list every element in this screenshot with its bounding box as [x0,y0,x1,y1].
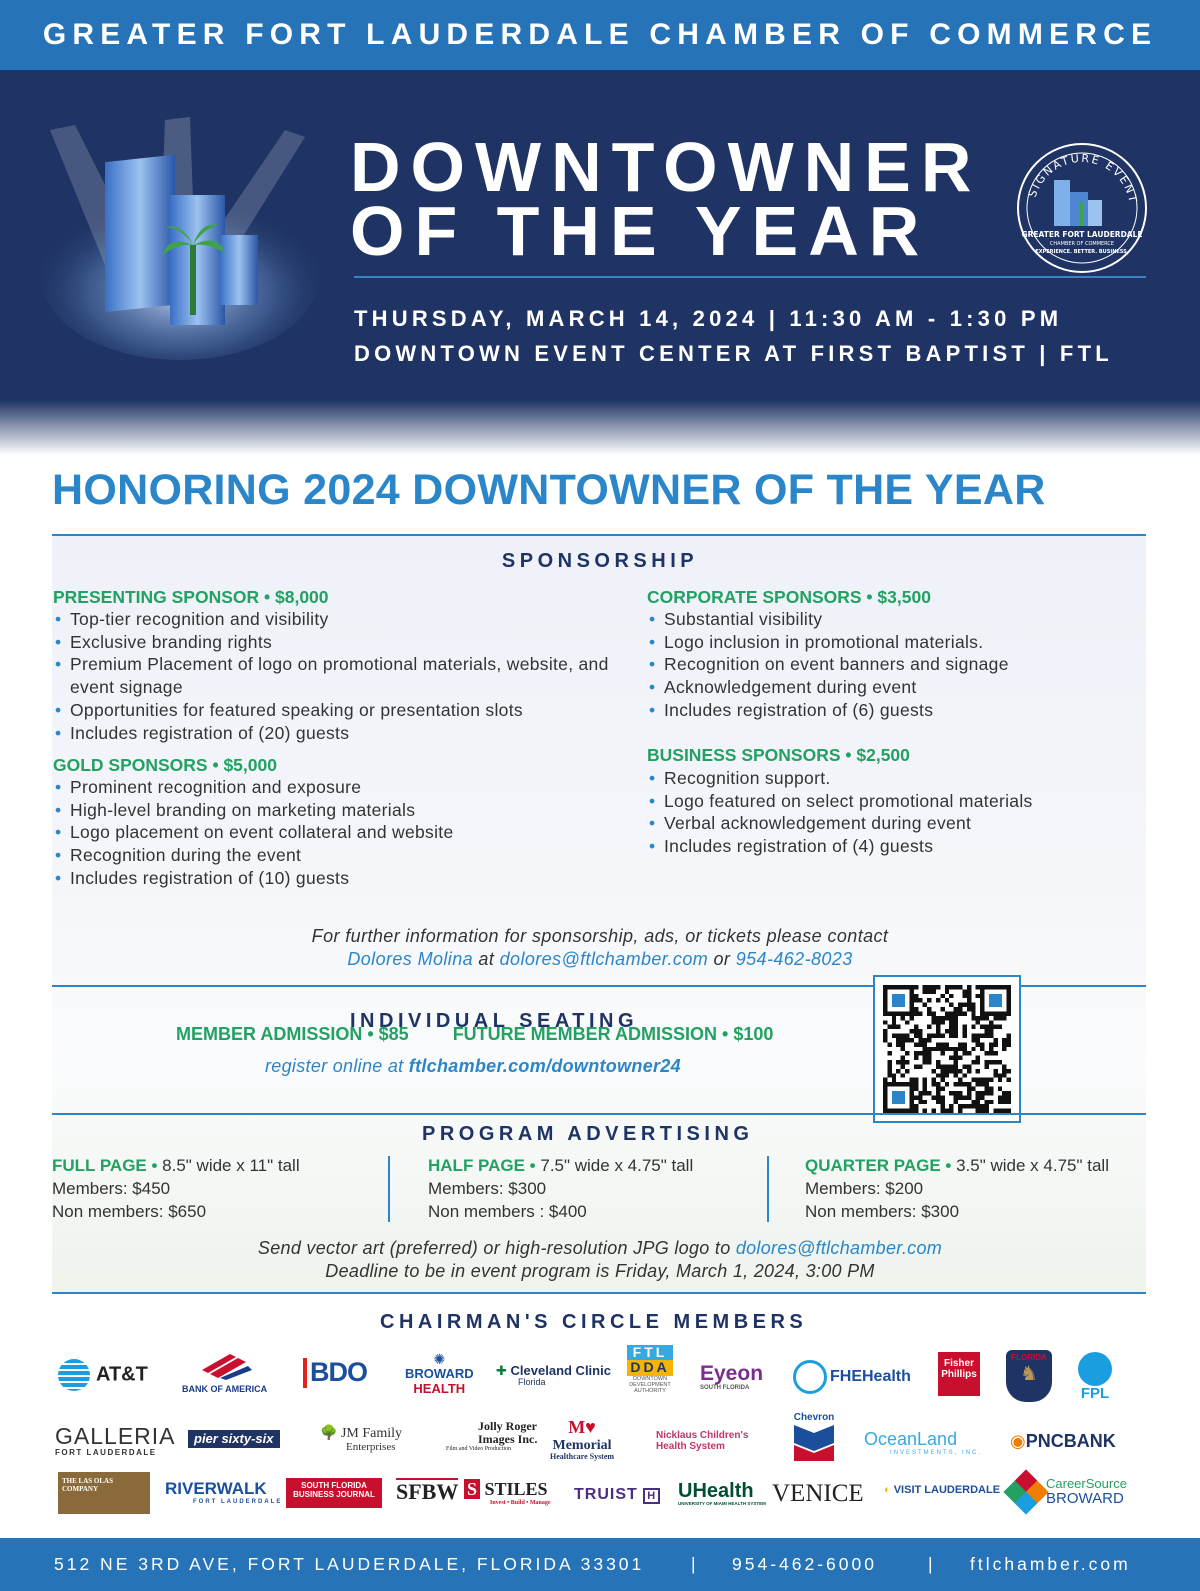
logo-fhe-health: FHEHealth [793,1360,911,1394]
event-date-time: THURSDAY, MARCH 14, 2024 | 11:30 AM - 1:30 PM [354,306,1063,331]
logo-bank-of-america: BANK OF AMERICA [182,1352,267,1395]
truist-icon: H [643,1488,660,1504]
cleveland-cross-icon: ✚ [496,1363,507,1378]
divider-3 [52,1113,1146,1115]
deadline-line: Deadline to be in event program is Friday, March 1, 2024, 3:00 PM [325,1261,875,1281]
ad-non-member-price: Non members : $400 [428,1202,587,1221]
fpl-sun-icon [1078,1352,1112,1386]
logo-oceanland: OceanLand INVESTMENTS, INC. [864,1429,983,1456]
ad-option-full-page [52,1154,300,1223]
title-divider [354,276,1146,278]
panther-icon: ♞ [1020,1362,1038,1385]
list-item: • Includes registration of (20) guests [53,722,623,745]
footer-phone[interactable]: 954-462-6000 [732,1554,877,1574]
logo-broward-health: ✺ BROWARD HEALTH [405,1351,474,1396]
logo-galleria: GALLERIA FORT LAUDERDALE [55,1423,176,1458]
list-item: • Verbal acknowledgement during event [647,812,1147,835]
seal-org: GREATER FORT LAUDERDALE [1021,230,1143,239]
broward-star-icon: ✺ [433,1351,446,1367]
ad-label: HALF PAGE • [428,1156,536,1175]
logo-las-olas-company: THE LAS OLAS COMPANY [58,1472,150,1514]
gold-sponsor-title: GOLD SPONSORS • $5,000 [53,755,277,775]
seal-arc-text: SIGNATURE EVENT [1025,151,1140,206]
logo-fpl: FPL [1078,1352,1112,1403]
seating-heading: INDIVIDUAL SEATING [350,1010,639,1032]
gold-sponsor-benefits [53,776,623,890]
contact-or: or [708,949,736,969]
footer-website[interactable]: ftlchamber.com [970,1554,1131,1574]
pnc-icon: ◉ [1010,1431,1026,1451]
future-member-admission: FUTURE MEMBER ADMISSION • $100 [452,1024,774,1044]
ad-option-half-page [428,1154,693,1223]
footer-address: 512 NE 3RD AVE, FORT LAUDERDALE, FLORIDA 33301 [54,1554,645,1574]
event-title-line2: OF THE YEAR [350,192,930,270]
spotlight-skyline-graphic [30,105,320,365]
logo-sfbj: SOUTH FLORIDA BUSINESS JOURNAL [286,1478,382,1508]
logo-fisher-phillips: Fisher Phillips [938,1352,980,1396]
logo-jm-family: 🌳 JM Family Enterprises [320,1426,403,1454]
admission-prices [176,1024,773,1045]
ad-label: FULL PAGE • [52,1156,158,1175]
logo-pnc-bank: ◉PNCBANK [1010,1431,1116,1451]
logo-att: AT&T [58,1359,148,1391]
logo-stiles: S STILES Invest • Build • Manage [464,1480,551,1506]
ad-member-price: Members: $450 [52,1179,171,1198]
list-item: • Includes registration of (10) guests [53,867,623,890]
chamber-name-bar [0,0,1200,70]
ad-non-member-price: Non members: $300 [805,1202,960,1221]
business-sponsor-benefits [647,767,1147,858]
list-item: • Logo placement on event collateral and website [53,821,623,844]
register-prefix: register online at [265,1056,409,1076]
presenting-sponsor-benefits [53,608,623,744]
memorial-heart-icon: M♥ [568,1417,596,1437]
event-title [350,128,982,270]
seal-tagline: EXPERIENCE. BETTER. BUSINESS. [1035,249,1129,255]
advertising-heading: PROGRAM ADVERTISING [422,1123,754,1145]
logo-florida-panthers: FLORIDA ♞ [1006,1350,1052,1402]
list-item: • Recognition on event banners and signage [647,653,1147,676]
logo-chevron: Chevron [792,1412,836,1466]
careersource-icon [1003,1469,1048,1514]
bank-of-america-flag-icon [190,1352,260,1382]
list-item: • Logo inclusion in promotional materials. [647,631,1147,654]
visit-sun-icon: ◐ [884,1484,891,1496]
ad-label: QUARTER PAGE • [805,1156,952,1175]
logo-pier-sixty-six: pier sixty-six [188,1430,280,1448]
list-item: • Substantial visibility [647,608,1147,631]
chamber-name: GREATER FORT LAUDERDALE CHAMBER OF COMMERCE [42,18,1158,51]
jm-tree-icon: 🌳 [320,1426,338,1441]
logo-jolly-roger: Jolly Roger Images Inc. Film and Video Production [446,1419,538,1453]
list-item: • Recognition support. [647,767,1147,790]
signature-event-seal [1014,140,1150,276]
logo-careersource: CareerSource BROWARD [1006,1472,1127,1512]
ad-member-price: Members: $200 [805,1179,924,1198]
logo-bdo: BDO [303,1358,367,1388]
list-item: • Includes registration of (6) guests [647,699,1147,722]
send-prefix: Send vector art (preferred) or high-resolution JPG logo to [257,1238,736,1258]
business-sponsor-title: BUSINESS SPONSORS • $2,500 [647,745,910,765]
logo-visit-lauderdale: ◐ VISIT LAUDERDALE [884,1484,1001,1496]
footer-bar [0,1538,1200,1591]
logo-uhealth: UHealth UNIVERSITY OF MIAMI HEALTH SYSTEM [678,1480,766,1506]
footer-separator: | [691,1554,699,1574]
logo-cleveland-clinic: ✚ Cleveland Clinic Florida [496,1363,611,1388]
ad-column-divider [767,1156,769,1222]
ad-size: 8.5" wide x 11" tall [157,1156,300,1175]
logo-eyeon: Eyeon SOUTH FLORIDA [700,1362,764,1392]
logo-riverwalk: RIVERWALK FORT LAUDERDALE [165,1479,283,1505]
ad-size: 7.5" wide x 4.75" tall [535,1156,694,1175]
logo-nicklaus: Nicklaus Children's Health System [656,1430,749,1452]
event-venue: DOWNTOWN EVENT CENTER AT FIRST BAPTIST | FTL [354,341,1113,366]
att-icon [58,1359,90,1391]
footer-separator: | [928,1554,936,1574]
ad-column-divider [388,1156,390,1222]
contact-email[interactable]: dolores@ftlchamber.com [499,949,709,969]
registration-qr-code[interactable] [873,975,1021,1123]
list-item: • Acknowledgement during event [647,676,1147,699]
logo-truist: TRUIST H [574,1486,660,1504]
contact-line: For further information for sponsorship, ads, or tickets please contact [311,926,889,946]
contact-at: at [473,949,500,969]
list-item: • Logo featured on select promotional materials [647,790,1147,813]
list-item: • High-level branding on marketing materials [53,799,623,822]
event-title-line1: DOWNTOWNER [350,128,982,206]
ad-member-price: Members: $300 [428,1179,547,1198]
contact-name: Dolores Molina [347,949,474,969]
list-item: • Top-tier recognition and visibility [53,608,623,631]
chevron-shield-icon [792,1423,836,1463]
register-link[interactable]: ftlchamber.com/downtowner24 [408,1056,681,1076]
send-email[interactable]: dolores@ftlchamber.com [735,1238,943,1258]
hero-fade [0,400,1200,455]
corporate-sponsor-title: CORPORATE SPONSORS • $3,500 [647,587,931,607]
list-item: • Includes registration of (4) guests [647,835,1147,858]
ad-non-member-price: Non members: $650 [52,1202,207,1221]
list-item: • Recognition during the event [53,844,623,867]
divider-4 [52,1292,1146,1294]
logo-sfbw: SFBW [396,1479,459,1504]
logo-ftl-dda: FTL DDA DOWNTOWN DEVELOPMENT AUTHORITY [627,1345,673,1394]
member-admission: MEMBER ADMISSION • $85 [176,1024,409,1044]
seal-org-sub: CHAMBER OF COMMERCE [1049,241,1115,247]
presenting-sponsor-title: PRESENTING SPONSOR • $8,000 [53,587,329,607]
sponsorship-heading: SPONSORSHIP [501,550,699,572]
chairmans-circle-heading: CHAIRMAN'S CIRCLE MEMBERS [380,1311,808,1333]
list-item: • Opportunities for featured speaking or presentation slots [53,699,623,722]
list-item: • Prominent recognition and exposure [53,776,623,799]
stiles-icon: S [464,1479,480,1499]
list-item: • Exclusive branding rights [53,631,623,654]
register-line [265,1056,681,1077]
send-art-line [0,1238,1200,1259]
qr-code-icon [883,985,1011,1113]
contact-details [0,949,1200,970]
honoring-heading: HONORING 2024 DOWNTOWNER OF THE YEAR [52,466,1046,514]
corporate-sponsor-benefits [647,608,1147,722]
contact-phone[interactable]: 954-462-8023 [735,949,853,969]
fhe-globe-icon [793,1360,827,1394]
list-item: • Premium Placement of logo on promotional materials, website, and event signage [53,653,623,698]
logo-venice: VENICE [772,1480,864,1507]
ad-size: 3.5" wide x 4.75" tall [951,1156,1109,1175]
ad-option-quarter-page [805,1154,1109,1223]
logo-memorial: M♥ Memorial Healthcare System [550,1417,615,1462]
